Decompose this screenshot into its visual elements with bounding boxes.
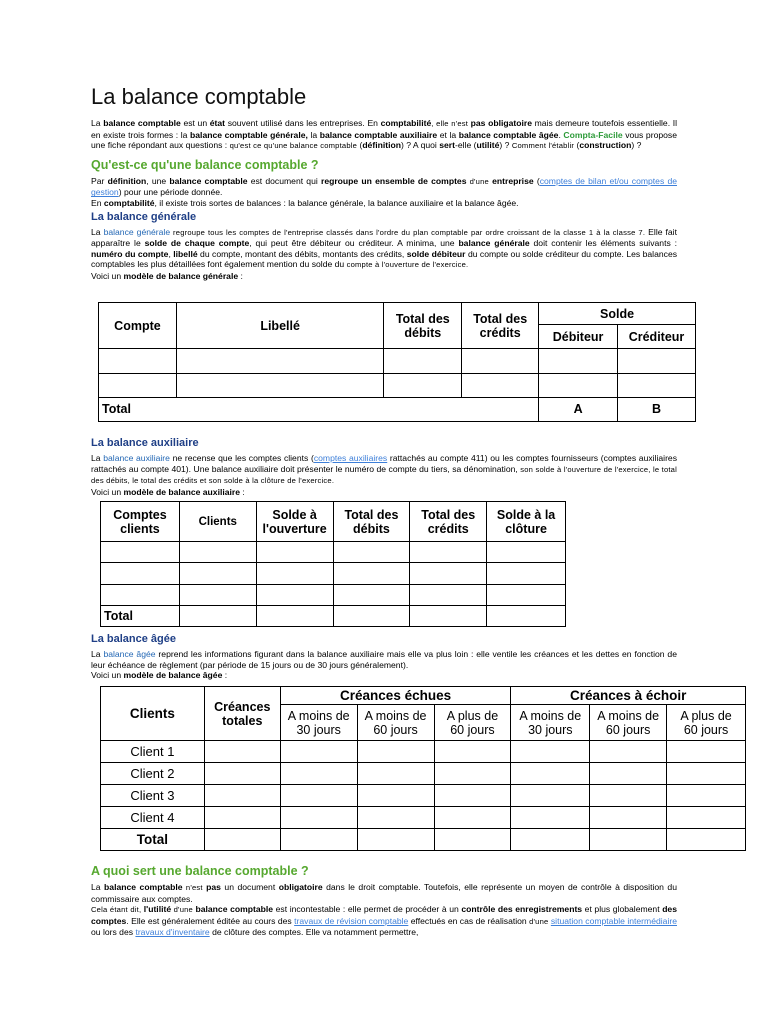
header-plus-60: A plus de 60 jours: [667, 705, 746, 741]
section-utilite: [91, 864, 677, 938]
balance-generale-table: [98, 302, 696, 422]
header-compte: Compte: [99, 303, 177, 349]
header-total-credits: Total des crédits: [462, 303, 539, 349]
auxiliaire-paragraph: La balance auxiliaire ne recense que les comptes clients (comptes auxiliaires rattachés au compte 411) ou les comptes fournisseurs (comptes auxiliaires rattachés au compte 401). Une balance auxiliaire doit présenter le numéro de compte du tiers, sa dénomination, son solde à l'ouverture de l'exercice, le total des débits, le total des crédits et son solde à la clôture de l'exercice.: [91, 453, 678, 486]
utilite-paragraph-1: La balance comptable n'est pas un document obligatoire dans le droit comptable. Toutefois, elle représente un moyen de contrôle à disposition du commissaire aux comptes.: [91, 882, 677, 904]
header-creances-echues: Créances échues: [280, 687, 511, 705]
brand-name: Compta-Facile: [563, 129, 623, 140]
header-solde-ouverture: Solde à l'ouverture: [256, 502, 333, 542]
section-agee: [91, 633, 677, 681]
header-total-debits: Total des débits: [333, 502, 410, 542]
section-auxiliaire: [91, 437, 677, 497]
header-creances-echoir: Créances à échoir: [511, 687, 746, 705]
balance-agee-table: [100, 686, 746, 851]
header-libelle: Libellé: [176, 303, 383, 349]
table-row: [101, 584, 566, 605]
intro-paragraph: La balance comptable est un état souvent utilisé dans les entreprises. En comptabilité, elle n'est pas obligatoire mais demeure toutefois essentielle. Il en existe trois formes : la balance comptable générale, la balance comptable auxiliaire et la balance comptable âgée. Compta-Facile vous propose une fiche répondant aux questions : qu'est ce qu'une balance comptable (définition) ? A quoi sert-elle (utilité) ? Comment l'établir (construction) ?: [91, 118, 678, 151]
header-moins-60: A moins de 60 jours: [590, 705, 667, 741]
utilite-paragraph-2: Cela étant dit, l'utilité d'une balance comptable est incontestable : elle permet de procéder à un contrôle des enregistrements et plus globalement des comptes. Elle est généralement éditée au cours des travaux de révision comptable effectués en cas de réalisation d'une situation comptable intermédiaire ou lors des travaux d'inventaire de clôture des comptes. Elle va notamment permettre,: [91, 904, 677, 938]
header-comptes-clients: Comptes clients: [101, 502, 180, 542]
header-clients: Clients: [101, 687, 205, 741]
table-row: Client 3: [101, 785, 746, 807]
total-row: Total A B: [99, 397, 696, 421]
header-moins-30: A moins de 30 jours: [280, 705, 357, 741]
table-row: [101, 542, 566, 563]
page-title: La balance comptable: [91, 84, 307, 109]
link-comptes-bilan[interactable]: comptes de bilan et/ou comptes de gestion: [91, 175, 677, 198]
section-heading-utilite: A quoi sert une balance comptable ?: [91, 864, 309, 878]
header-crediteur: Créditeur: [618, 325, 696, 349]
header-total-credits: Total des crédits: [410, 502, 487, 542]
link-comptes-auxiliaires[interactable]: comptes auxiliaires: [313, 453, 388, 463]
balance-auxiliaire-table: [100, 501, 566, 627]
section-heading-definition: Qu'est-ce qu'une balance comptable ?: [91, 157, 319, 172]
generale-model-intro: Voici un modèle de balance générale :: [91, 270, 243, 281]
table-row: Client 1: [101, 741, 746, 763]
link-travaux-revision[interactable]: travaux de révision comptable: [294, 915, 409, 926]
header-debiteur: Débiteur: [539, 325, 618, 349]
document-page: [91, 84, 677, 282]
table-row: Client 4: [101, 807, 746, 829]
subheading-balance-generale: La balance générale: [91, 210, 197, 223]
subheading-balance-agee: La balance âgée: [91, 633, 176, 645]
header-clients: Clients: [179, 502, 256, 542]
total-row: Total: [101, 829, 746, 851]
generale-paragraph: La balance générale regroupe tous les comptes de l'entreprise classés dans l'ordre du plan comptable par ordre croissant de la classe 1 à la classe 7. Elle fait apparaître le solde de chaque compte, qui peut être débiteur ou créditeur. A minima, une balance générale doit contenir les éléments suivants : numéro du compte, libellé du compte, montant des débits, montants des crédits, solde débiteur du compte ou solde créditeur du compte. Les balances comptables les plus détaillées font également mention du solde du compte à l'ouverture de l'exercice.: [91, 226, 678, 270]
header-solde-cloture: Solde à la clôture: [487, 502, 566, 542]
link-situation-comptable[interactable]: situation comptable intermédiaire: [550, 915, 677, 926]
header-moins-30: A moins de 30 jours: [511, 705, 590, 741]
agee-paragraph: La balance âgée reprend les informations figurant dans la balance auxiliaire mais elle va plus loin : elle ventile les créances et les dettes en fonction de leur échéance de règlement (par période de 15 jours ou de 30 jours généralement).: [91, 649, 677, 670]
definition-paragraph: Par définition, une balance comptable est document qui regroupe un ensemble de comptes d'une entreprise (comptes de bilan et/ou comptes de gestion) pour une période donnée.: [91, 175, 677, 198]
total-b: B: [618, 397, 696, 421]
header-creances-totales: Créances totales: [204, 687, 280, 741]
agee-model-intro: Voici un modèle de balance âgée :: [91, 670, 228, 681]
auxiliaire-model-intro: Voici un modèle de balance auxiliaire :: [91, 486, 245, 497]
header-total-debits: Total des débits: [384, 303, 462, 349]
header-plus-60: A plus de 60 jours: [434, 705, 511, 741]
types-paragraph: En comptabilité, il existe trois sortes de balances : la balance générale, la balance auxiliaire et la balance âgée.: [91, 197, 519, 208]
header-solde: Solde: [539, 303, 696, 325]
table-row: [99, 349, 696, 373]
link-travaux-inventaire[interactable]: travaux d'inventaire: [135, 927, 210, 938]
total-row: Total: [101, 605, 566, 626]
header-moins-60: A moins de 60 jours: [357, 705, 434, 741]
subheading-balance-auxiliaire: La balance auxiliaire: [91, 437, 199, 449]
table-row: [101, 563, 566, 584]
table-row: Client 2: [101, 763, 746, 785]
table-row: [99, 373, 696, 397]
total-a: A: [539, 397, 618, 421]
